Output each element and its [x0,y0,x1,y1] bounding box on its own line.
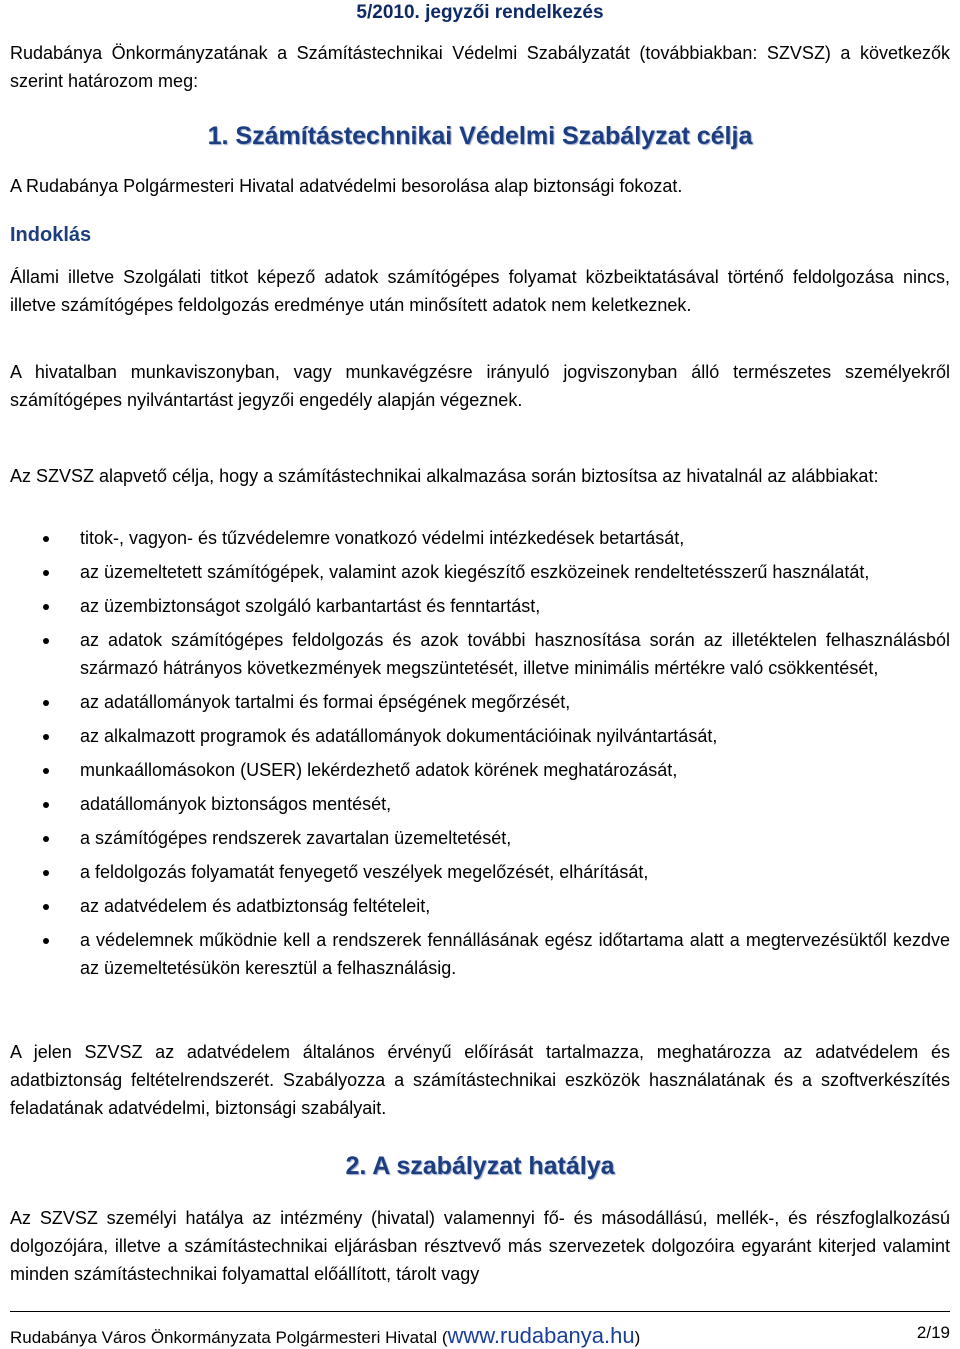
list-item: a számítógépes rendszerek zavartalan üzemeltetését, [10,824,950,852]
paragraph-general-rules: A jelen SZVSZ az adatvédelem általános érvényű előírását tartalmazza, meghatározza az adatvédelem és adatbiztonság feltételrendszerét. Szabályozza a számítástechnikai eszközök használatának és a szoftverkészítés feladatának adatvédelmi, biztonsági szabályait. [10,1042,950,1118]
page-footer [10,1323,950,1349]
footer-divider [10,1311,950,1312]
bullet-icon [43,938,49,944]
paragraph-state-secret: Állami illetve Szolgálati titkot képező adatok számítógépes folyamat közbeiktatásával történő feldolgozása nincs, illetve számítógépes feldolgozás eredménye után minősített adatok nem keletkeznek. [10,267,950,315]
bullet-icon [43,836,49,842]
list-item: az üzembiztonságot szolgáló karbantartást és fenntartást, [10,592,950,620]
section-2-heading: 2. A szabályzat hatálya [345,1152,615,1180]
bullet-icon [43,768,49,774]
website-link[interactable]: www.rudabanya.hu [447,1323,635,1348]
list-item: az adatállományok tartalmi és formai épségének megőrzését, [10,688,950,716]
page-number: 2/19 [916,1323,950,1342]
bullet-icon [43,734,49,740]
list-item: az adatvédelem és adatbiztonság feltételeit, [10,892,950,920]
bullet-icon [43,904,49,910]
list-item: titok-, vagyon- és tűzvédelemre vonatkozó védelmi intézkedések betartását, [10,524,950,552]
list-item: adatállományok biztonságos mentését, [10,790,950,818]
footer-organization: Rudabánya Város Önkormányzata Polgármesteri Hivatal (www.rudabanya.hu) [10,1323,641,1348]
bullet-icon [43,638,49,644]
paragraph-szvsz-goal: Az SZVSZ alapvető célja, hogy a számítástechnikai alkalmazása során biztosítsa az hivatalnál az alábbiakat: [10,466,879,486]
indoklas-heading: Indoklás [10,224,92,246]
bullet-icon [43,536,49,542]
paragraph-personal-records: A hivatalban munkaviszonyban, vagy munkavégzésre irányuló jogviszonyban álló természetes személyekről számítógépes nyilvántartást jegyzői engedély alapján végeznek. [10,362,950,410]
paragraph-scope: Az SZVSZ személyi hatálya az intézmény (hivatal) valamennyi fő- és másodállású, mellék-, és részfoglalkozású dolgozójára, illetve a számítástechnikai eljárásban résztvevő más szervezetek dolgozóira egyaránt kiterjed valamint minden számítástechnikai folyamattal előállított, tárolt vagy [10,1208,950,1284]
document-header: 5/2010. jegyzői rendelkezés [356,2,604,23]
bullet-icon [43,570,49,576]
security-level-line: A Rudabánya Polgármesteri Hivatal adatvédelmi besorolása alap biztonsági fokozat. [10,176,683,196]
intro-paragraph: Rudabánya Önkormányzatának a Számítástechnikai Védelmi Szabályzatát (továbbiakban: SZVSZ) a következők szerint határozom meg: [10,43,950,91]
goal-list [10,524,950,982]
list-item: a feldolgozás folyamatát fenyegető veszélyek megelőzését, elhárítását, [10,858,950,886]
list-item: a védelemnek működnie kell a rendszerek fennállásának egész időtartama alatt a megtervezésüktől kezdve az üzemeltetésükön keresztül a felhasználásig. [10,926,950,982]
list-item: az adatok számítógépes feldolgozás és azok további hasznosítása során az illetéktelen felhasználásból származó hátrányos következmények megszüntetését, illetve minimális mértékre való csökkentését, [10,626,950,682]
bullet-icon [43,700,49,706]
section-1-heading: 1. Számítástechnikai Védelmi Szabályzat célja [207,122,753,150]
bullet-icon [43,604,49,610]
list-item: az alkalmazott programok és adatállományok dokumentációinak nyilvántartását, [10,722,950,750]
bullet-icon [43,870,49,876]
list-item: az üzemeltetett számítógépek, valamint azok kiegészítő eszközeinek rendeltetésszerű használatát, [10,558,950,586]
list-item: munkaállomásokon (USER) lekérdezhető adatok körének meghatározását, [10,756,950,784]
bullet-icon [43,802,49,808]
